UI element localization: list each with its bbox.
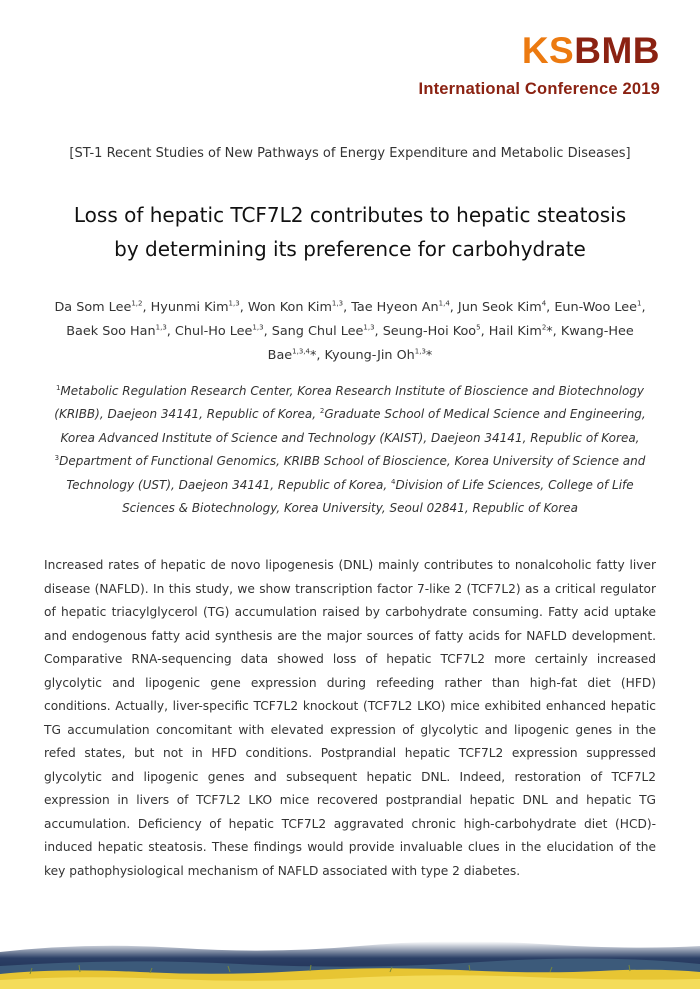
affiliation-list — [46, 380, 654, 520]
author-separator: , — [166, 324, 175, 339]
paper-title — [40, 198, 660, 266]
logo-bmb: BMB — [574, 30, 660, 71]
logo-wordmark — [419, 30, 660, 72]
logo-ks: KS — [521, 30, 575, 71]
author-affiliation-marker: 4 — [541, 299, 547, 308]
affiliation-marker: 1 — [55, 384, 61, 392]
title-line-1: Loss of hepatic TCF7L2 contributes to hepatic steatosis — [73, 203, 627, 227]
author-affiliation-marker: 1,3 — [252, 323, 264, 332]
author-list — [46, 296, 654, 368]
author-separator: , — [480, 324, 489, 339]
session-heading: [ST-1 Recent Studies of New Pathways of Energy Expenditure and Metabolic Diseases] — [69, 146, 631, 161]
author-separator: , — [546, 300, 555, 315]
affiliation-text: Graduate School of Medical Science and Engineering, Korea Advanced Institute of Science and Technology (KAIST), Daejeon 34141, Republic of Korea, — [60, 407, 646, 445]
affiliation-marker: 4 — [391, 477, 396, 486]
author-name: Da Som Lee — [54, 300, 132, 315]
author-affiliation-marker: 1,3 — [414, 347, 426, 356]
author-name: Hail Kim — [488, 324, 542, 339]
author-affiliation-marker: 1,3 — [363, 323, 375, 332]
author-affiliation-marker: 1,2 — [131, 299, 143, 308]
affiliation-text: Department of Functional Genomics, KRIBB School of Bioscience, Korea University of Science and Technology (UST), Daejeon 34141, Republic of Korea, — [59, 454, 646, 492]
conference-logo — [419, 30, 660, 99]
author-name: Seung-Hoi Koo — [382, 324, 477, 339]
author-affiliation-marker: 1,4 — [438, 299, 450, 308]
author-separator: , — [239, 300, 248, 315]
logo-subtitle: International Conference 2019 — [418, 80, 660, 98]
author-separator: , — [263, 324, 272, 339]
author-affiliation-marker: 1,3,4 — [292, 347, 310, 356]
affiliation-text: Metabolic Regulation Research Center, Korea Research Institute of Bioscience and Biotechnology (KRIBB), Daejeon 34141, Republic of Korea, — [54, 384, 645, 422]
author-name: Kwang-Hee Bae — [267, 324, 634, 363]
author-affiliation-marker: 1,3 — [331, 299, 344, 308]
author-name: Jun Seok Kim — [457, 300, 542, 315]
abstract-text: Increased rates of hepatic de novo lipogenesis (DNL) mainly contributes to nonalcoholic fatty liver disease (NAFLD). In this study, we show transcription factor 7-like 2 (TCF7L2) as a critical regulator of hepatic triacylglycerol (TG) accumulation raised by carbohydrate consuming. Fatty acid uptake and endogenous fatty acid synthesis are the major sources of fatty acids for NAFLD development. Comparative RNA-sequencing data showed loss of hepatic TCF7L2 more certainly increased glycolytic and lipogenic gene expression during refeeding rather than high-fat diet (HFD) conditions. Actually, liver-specific TCF7L2 knockout (TCF7L2 LKO) mice exhibited enhanced hepatic TG accumulation concomitant with elevated expression of glycolytic and lipogenic genes in the refed states, but not in HFD conditions. Postprandial hepatic TCF7L2 expression suppressed glycolytic and lipogenic genes and subsequent hepatic DNL. Indeed, restoration of TCF7L2 expression in livers of TCF7L2 LKO mice recovered postprandial hepatic DNL and hepatic TG accumulation. Deficiency of hepatic TCF7L2 aggravated chronic high-carbohydrate diet (HCD)-induced hepatic steatosis. These findings would provide invaluable clues in the elucidation of the key pathophysiological mechanism of NAFLD associated with type 2 diabetes. — [44, 558, 656, 878]
author-separator: * — [425, 348, 433, 363]
author-name: Won Kon Kim — [247, 300, 332, 315]
author-separator: , — [449, 300, 458, 315]
author-affiliation-marker: 2 — [541, 323, 547, 332]
affiliation-marker: 3 — [54, 454, 60, 463]
affiliation-text: Division of Life Sciences, College of Life Sciences & Biotechnology, Korea University, Seoul 02841, Republic of Korea — [122, 477, 634, 516]
footer-landscape-art — [0, 934, 700, 989]
title-line-2: by determining its preference for carbohydrate — [114, 237, 586, 261]
author-separator: , — [374, 324, 383, 339]
author-separator: , — [343, 300, 352, 315]
author-affiliation-marker: 5 — [476, 323, 481, 332]
author-separator: , — [142, 300, 151, 315]
author-separator: *, — [309, 348, 325, 363]
author-name: Chul-Ho Lee — [174, 324, 253, 339]
author-name: Eun-Woo Lee — [554, 300, 637, 315]
affiliation-marker: 2 — [319, 407, 325, 416]
author-name: Kyoung-Jin Oh — [324, 348, 415, 363]
author-affiliation-marker: 1,3 — [228, 299, 240, 308]
author-name: Tae Hyeon An — [351, 300, 439, 315]
author-affiliation-marker: 1 — [637, 299, 642, 308]
author-name: Baek Soo Han — [66, 324, 156, 339]
author-name: Sang Chul Lee — [271, 324, 364, 339]
author-separator: , — [641, 300, 646, 315]
author-separator: *, — [546, 324, 561, 339]
author-name: Hyunmi Kim — [150, 300, 229, 315]
author-affiliation-marker: 1,3 — [155, 323, 167, 332]
